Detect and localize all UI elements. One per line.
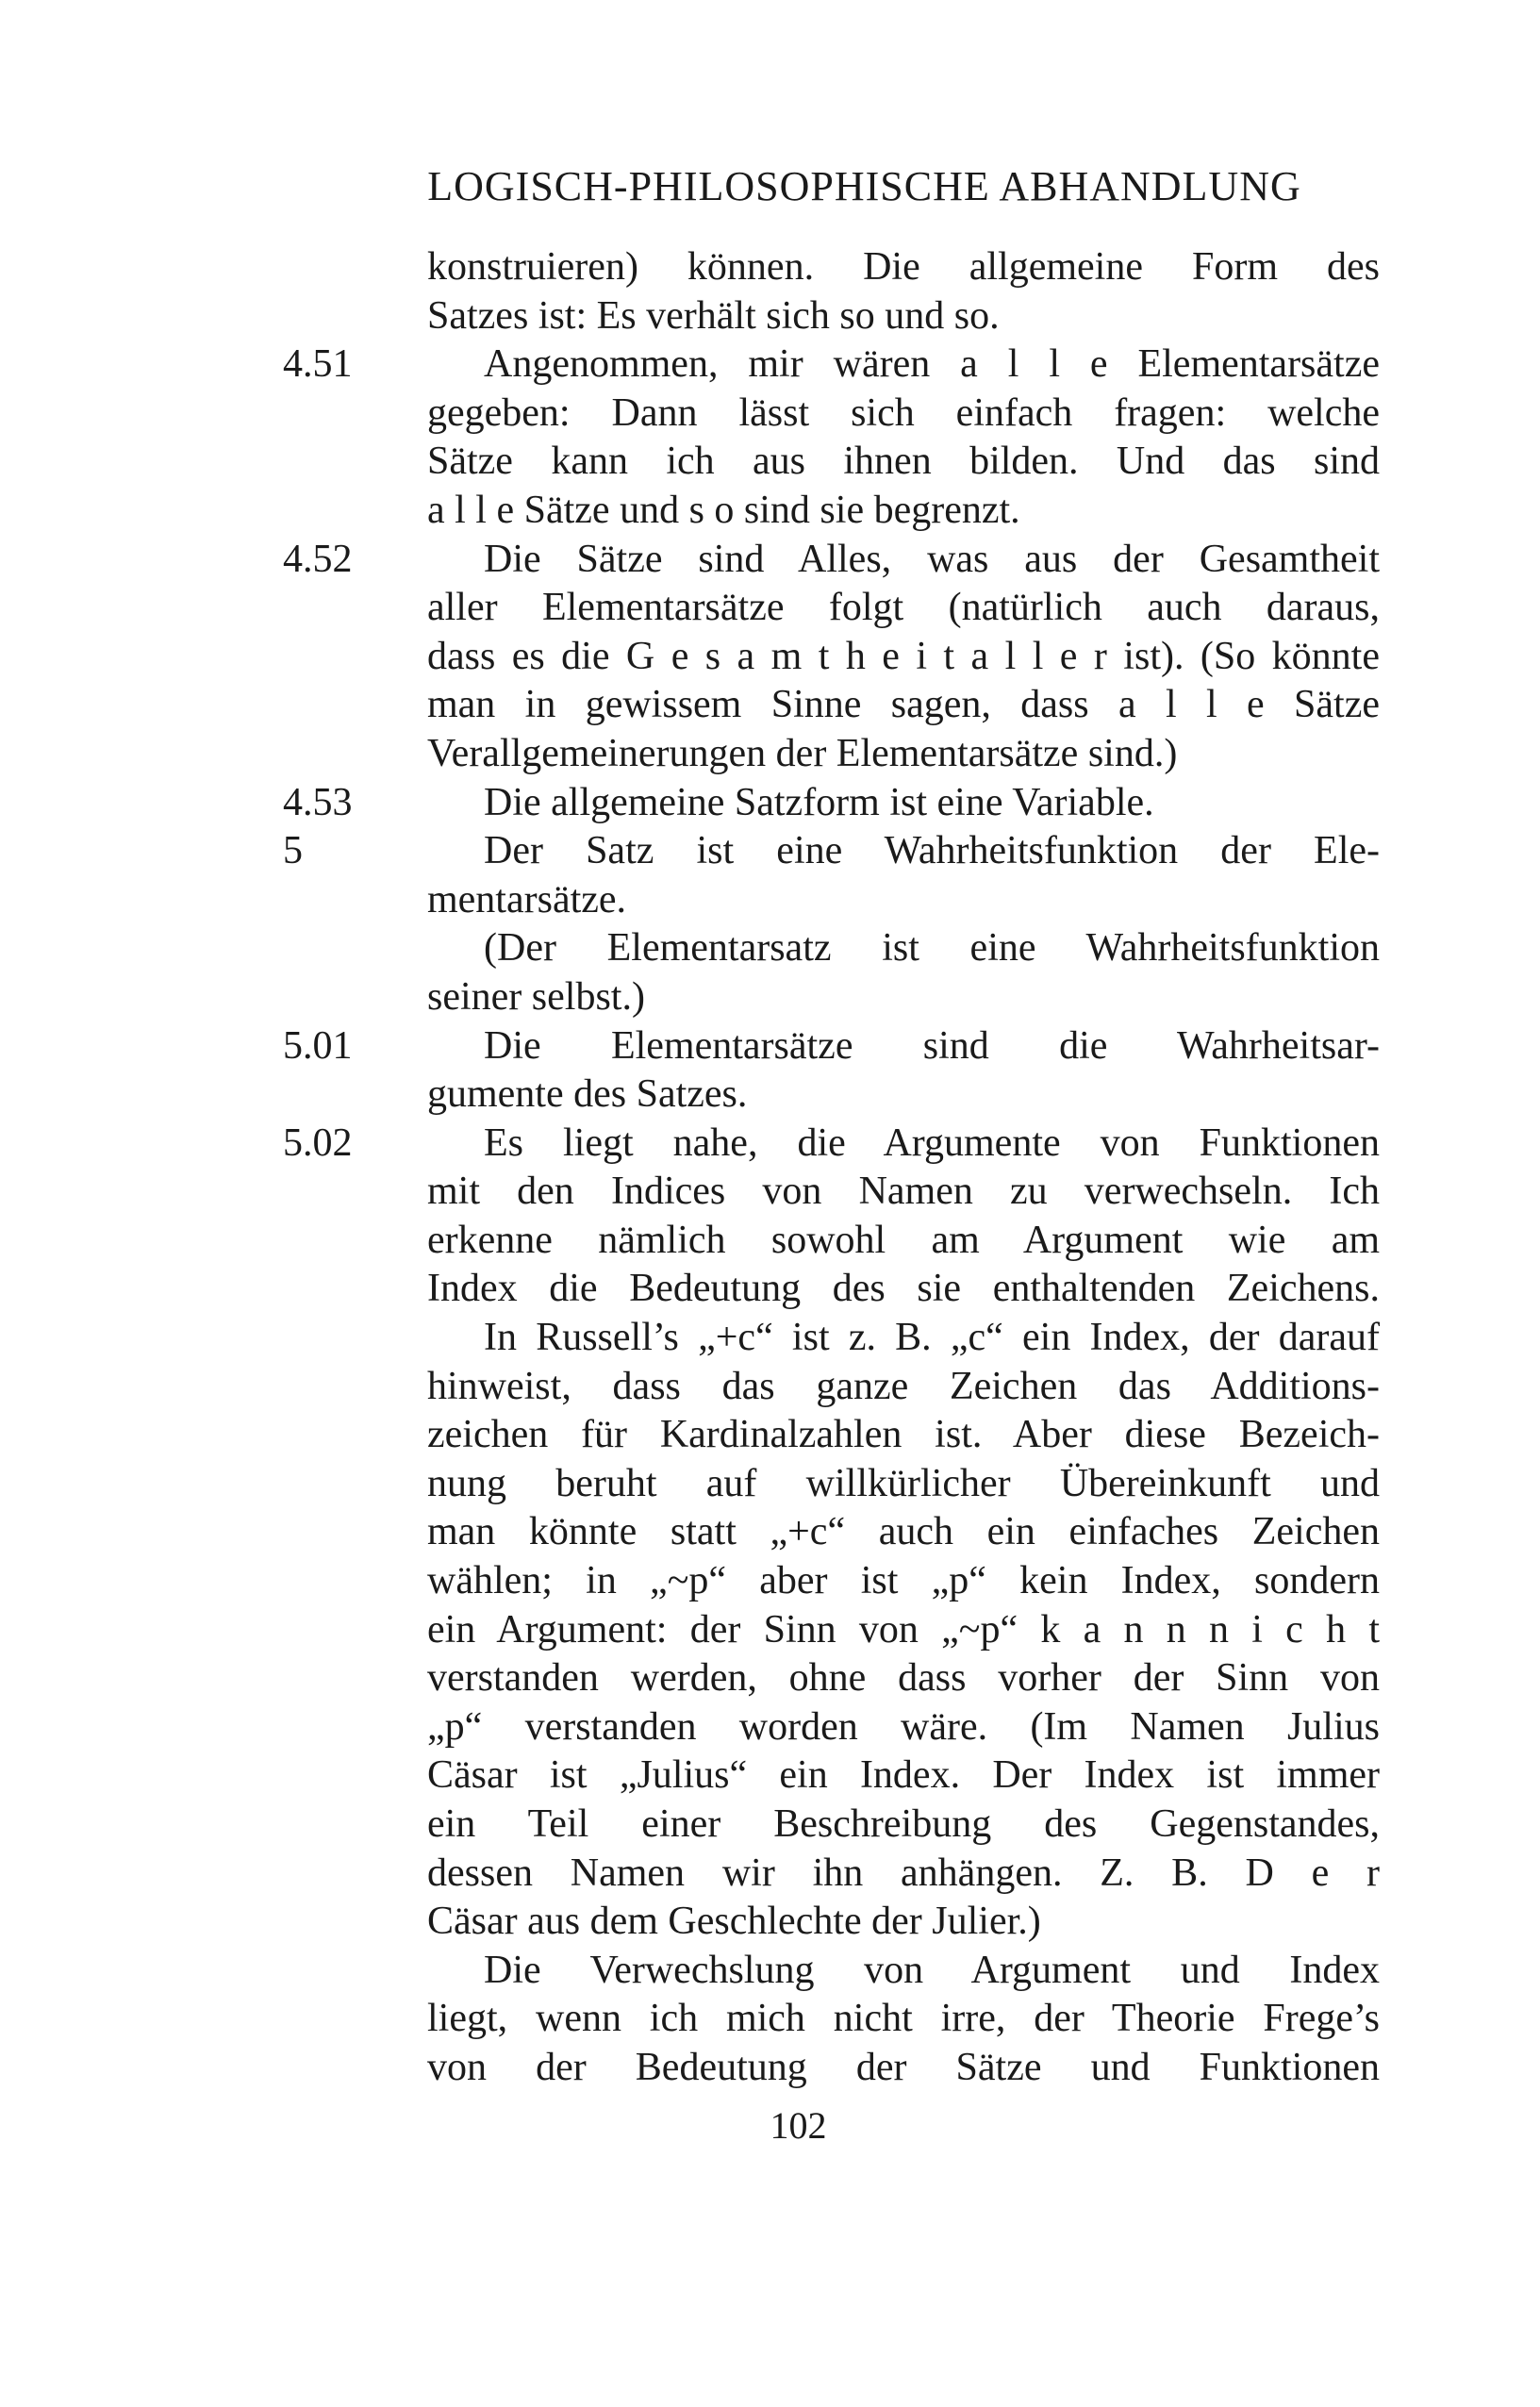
proposition-number: 5 xyxy=(283,829,303,873)
line-text: man könnte statt „+c“ auch ein einfaches Zeichen xyxy=(427,1510,1380,1554)
text-line xyxy=(283,1801,1380,1850)
text-line xyxy=(283,876,1380,925)
line-text: seiner selbst.) xyxy=(427,974,645,1019)
proposition-number: 4.51 xyxy=(283,342,353,387)
text-line xyxy=(283,1071,1380,1120)
line-text: man in gewissem Sinne sagen, dass a l l e Sätze xyxy=(427,683,1380,727)
text-line xyxy=(283,681,1380,730)
text-line xyxy=(283,1508,1380,1557)
line-text: Es liegt nahe, die Argumente von Funktionen xyxy=(484,1120,1380,1165)
line-text: liegt, wenn ich mich nicht irre, der Theorie Frege’s xyxy=(427,1997,1380,2041)
text-line xyxy=(283,1411,1380,1460)
line-text: gegeben: Dann lässt sich einfach fragen: welche xyxy=(427,390,1380,435)
text-line xyxy=(283,633,1380,682)
line-text: mit den Indices von Namen zu verwechseln. Ich xyxy=(427,1170,1380,1214)
text-line xyxy=(283,536,1380,585)
line-text: (Der Elementarsatz ist eine Wahrheitsfunktion xyxy=(484,926,1380,971)
text-line xyxy=(283,1703,1380,1752)
text-line xyxy=(283,340,1380,390)
text-line xyxy=(283,779,1380,828)
line-text: Cäsar ist „Julius“ ein Index. Der Index ist immer xyxy=(427,1753,1380,1798)
line-text: aller Elementarsätze folgt (natürlich auch daraus, xyxy=(427,586,1380,630)
text-line xyxy=(283,487,1380,536)
text-line xyxy=(283,1265,1380,1314)
line-text: ein Argument: der Sinn von „~p“ k a n n n i c h t xyxy=(427,1607,1380,1652)
line-text: Der Satz ist eine Wahrheitsfunktion der Ele- xyxy=(484,829,1380,873)
line-text: Die Elementarsätze sind die Wahrheitsar- xyxy=(484,1023,1380,1068)
line-text: zeichen für Kardinalzahlen ist. Aber diese Bezeich- xyxy=(427,1413,1380,1457)
running-head: LOGISCH-PHILOSOPHISCHE ABHANDLUNG xyxy=(427,163,1301,209)
line-text: Die Verwechslung von Argument und Index xyxy=(484,1948,1380,1992)
line-text: von der Bedeutung der Sätze und Funktionen xyxy=(427,2045,1380,2089)
text-line xyxy=(283,1751,1380,1801)
line-text: nung beruht auf willkürlicher Übereinkunft und xyxy=(427,1461,1380,1505)
line-text: Index die Bedeutung des sie enthaltenden Zeichens. xyxy=(427,1267,1380,1311)
line-text: Sätze kann ich aus ihnen bilden. Und das sind xyxy=(427,440,1380,484)
line-text: ein Teil einer Beschreibung des Gegenstandes, xyxy=(427,1802,1380,1846)
line-text: mentarsätze. xyxy=(427,877,627,921)
line-text: dass es die G e s a m t h e i t a l l e r ist). (So könnte xyxy=(427,634,1380,678)
line-text: erkenne nämlich sowohl am Argument wie am xyxy=(427,1218,1380,1262)
text-line xyxy=(283,1850,1380,1899)
text-line xyxy=(283,2044,1380,2093)
text-line xyxy=(283,730,1380,779)
text-line xyxy=(283,243,1380,292)
text-line xyxy=(283,1168,1380,1217)
text-line xyxy=(283,1022,1380,1071)
line-text: Verallgemeinerungen der Elementarsätze sind.) xyxy=(427,731,1178,775)
line-text: Cäsar aus dem Geschlechte der Julier.) xyxy=(427,1900,1041,1944)
line-text: „p“ verstanden worden wäre. (Im Namen Julius xyxy=(427,1704,1380,1749)
text-line xyxy=(283,1217,1380,1266)
text-line xyxy=(283,1947,1380,1996)
text-line xyxy=(283,1314,1380,1363)
text-line xyxy=(283,1995,1380,2044)
page-number: 102 xyxy=(770,2104,827,2147)
text-line xyxy=(283,390,1380,439)
line-text: hinweist, dass das ganze Zeichen das Additions- xyxy=(427,1364,1380,1408)
text-line xyxy=(283,1898,1380,1947)
line-text: dessen Namen wir ihn anhängen. Z. B. D e r xyxy=(427,1851,1380,1895)
text-line xyxy=(283,924,1380,973)
text-line xyxy=(283,1460,1380,1509)
line-text: Angenommen, mir wären a l l e Elementarsätze xyxy=(484,342,1380,387)
proposition-number: 4.53 xyxy=(283,780,353,824)
line-text: gumente des Satzes. xyxy=(427,1072,748,1117)
line-text: a l l e Sätze und s o sind sie begrenzt. xyxy=(427,488,1020,532)
text-line xyxy=(283,973,1380,1022)
text-line xyxy=(283,292,1380,341)
text-line xyxy=(283,1120,1380,1169)
line-text: Satzes ist: Es verhält sich so und so. xyxy=(427,293,1000,338)
text-line xyxy=(283,438,1380,487)
text-line xyxy=(283,827,1380,876)
line-text: konstruieren) können. Die allgemeine Form des xyxy=(427,245,1380,289)
text-line xyxy=(283,1654,1380,1703)
text-line xyxy=(283,1606,1380,1655)
proposition-number: 4.52 xyxy=(283,537,353,581)
text-line xyxy=(283,1557,1380,1606)
text-line xyxy=(283,584,1380,633)
proposition-number: 5.02 xyxy=(283,1120,353,1165)
line-text: wählen; in „~p“ aber ist „p“ kein Index, sondern xyxy=(427,1559,1380,1603)
line-text: Die Sätze sind Alles, was aus der Gesamtheit xyxy=(484,537,1380,581)
line-text: In Russell’s „+c“ ist z. B. „c“ ein Index, der darauf xyxy=(484,1316,1380,1360)
text-block xyxy=(283,243,1380,2093)
line-text: verstanden werden, ohne dass vorher der Sinn von xyxy=(427,1656,1380,1701)
text-line xyxy=(283,1363,1380,1412)
line-text: Die allgemeine Satzform ist eine Variable. xyxy=(484,780,1154,824)
proposition-number: 5.01 xyxy=(283,1023,353,1068)
